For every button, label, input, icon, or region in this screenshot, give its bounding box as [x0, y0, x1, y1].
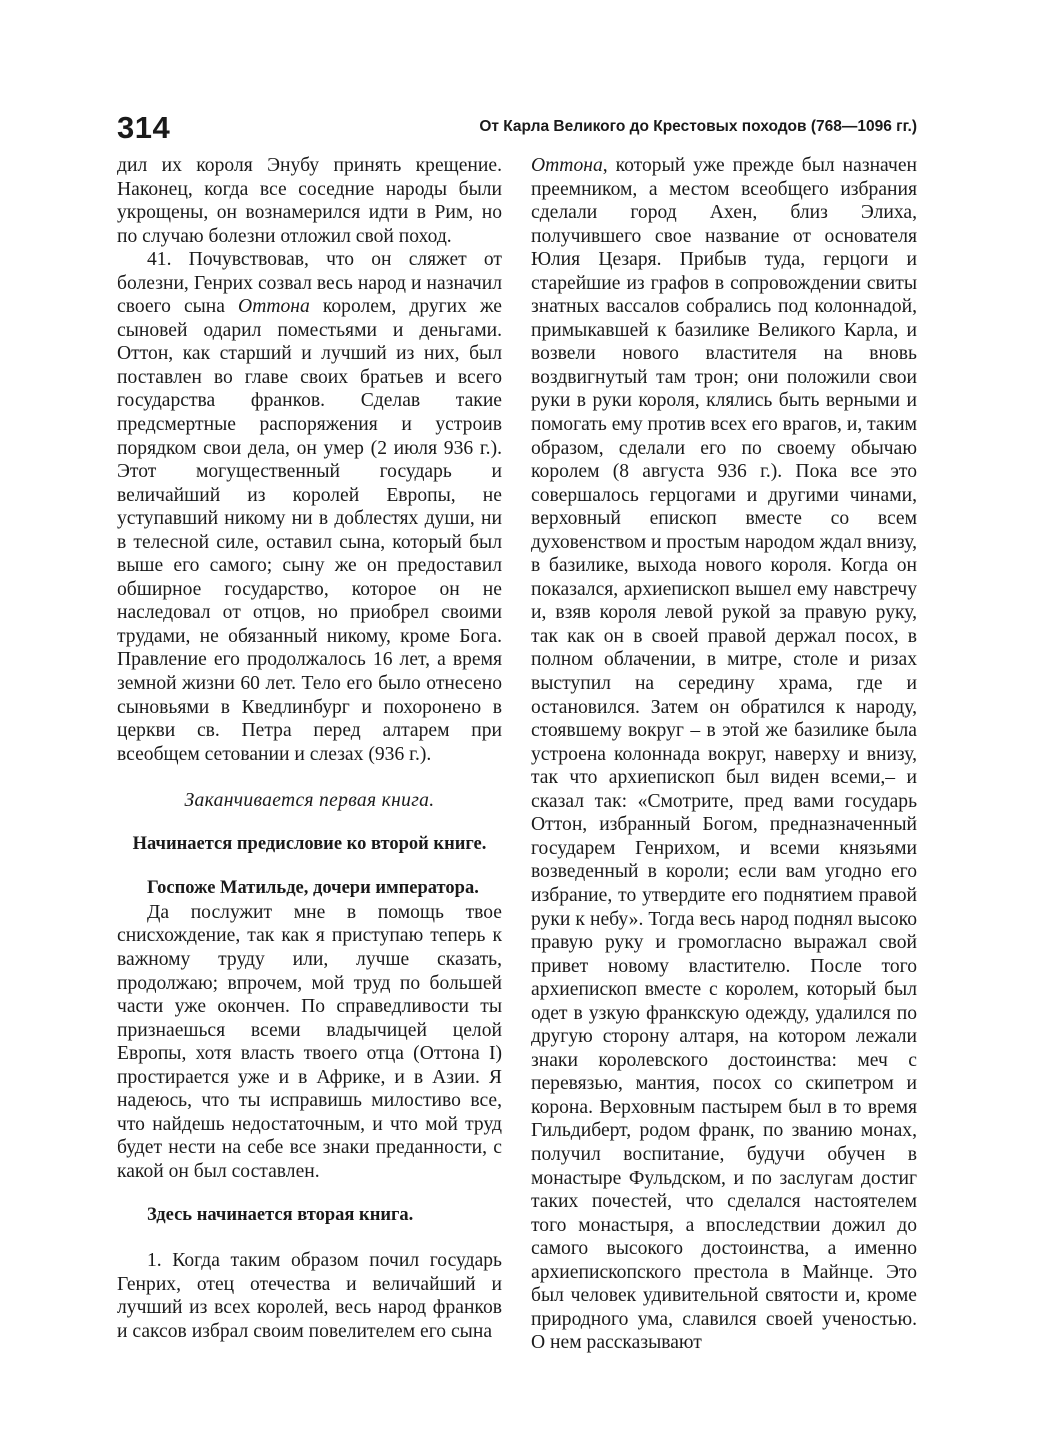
running-title: От Карла Великого до Крестовых походов (768—1096 гг.): [479, 118, 917, 135]
name-otto: Оттона: [238, 296, 310, 318]
dedication-paragraph: Да послужит мне в помощь твое снисхождение, так как я приступаю теперь к важному труду или, лучше сказать, продолжаю; впрочем, мой труд по большей части уже окончен. По справедливости ты признаешься всеми владычицей целой Европы, хотя власть твоего отца (Оттона I) простирается уже и в Африке, и в Азии. Я надеюсь, что ты исправишь милостиво все, что найдешь недостаточным, и что мой труд будет нести на себе все знаки преданности, с какой он был составлен.: [117, 901, 502, 1182]
paragraph-continuation: дил их короля Энубу принять крещение. Наконец, когда все соседние народы были укрощены, он вознамерился идти в Рим, но по случаю болезни отложил свой поход.: [117, 155, 502, 247]
paragraph-continuation-right: [531, 154, 917, 1355]
page-number: 314: [117, 110, 171, 145]
paragraph-1: 1. Когда таким образом почил государь Генрих, отец отечества и величайший и лучший из всех королей, весь народ франков и саксов избрал своим повелителем его сына: [117, 1249, 502, 1342]
paragraph-41: [117, 248, 502, 766]
paragraph-41-start: 41. Почувствовав, что он сляжет от болезни, Генрих созвал весь народ и назначил своего сына: [117, 249, 502, 318]
name-otto-right: Оттона: [531, 155, 603, 176]
book-two-heading: Здесь начинается вторая книга.: [147, 1205, 414, 1226]
right-column: [531, 154, 917, 1355]
preface-heading: Начинается предисловие ко второй книге.: [132, 833, 487, 854]
paragraph-right-text: , который уже прежде был назначен преемником, а местом всеобщего избрания сделали город Ахен, близ Элиха, получившего свое название от основателя Юлия Цезаря. Прибыв туда, герцоги и старейшие из графов в сопровождении свиты знатных вассалов собрались под колоннадой, примыкавшей к базилике Великого Карла, и возвели нового властителя на вновь воздвигнутый там трон; они положили свои руки в руки короля, клялись быть верными и помогать ему против всех его врагов, и, таким образом, сделали его по своему обычаю королем (8 августа 936 г.). Пока все это совершалось герцогами и другими чинами, верховный епископ вместе со всем духовенством и простым народом ждал внизу, в базилике, выхода нового короля. Когда он показался, архиепископ вышел ему навстречу и, взяв короля левой рукой за правую руку, так как он в своей правой держал посох, в полном облачении, в митре, столе и ризах выступил на середину храма, где и остановился. Затем он обратился к народу, стоявшему вокруг – в этой же базилике была устроена колоннада вокруг, наверху и внизу, так что архиепископ был виден всеми,– и сказал так: «Смотрите, пред вами государь Оттон, избранный Богом, предназначенный государем Генрихом, и всеми князьями возведенный в короли; если вам угодно его избрание, то утвердите его поднятием правой руки к небу». Тогда весь народ поднял высоко правую руку и громогласно выражал свой привет новому властителю. После того архиепископ вместе с королем, который был одет в узкую франкскую одежду, удалился по другую сторону алтаря, на котором лежали знаки королевского достоинства: меч с перевязью, мантия, посох со скипетром и корона. Верховным пастырем был в то время Гильдиберт, родом франк, по званию монах, получил воспитание, будучи обучен в монастыре Фульдском, и по заслугам достиг таких почестей, что сделался настоятелем того монастыря, а впоследствии дожил до самого высокого достоинства, а именно архиепископского престола в Майнце. Это был человек удивительной святости и, кроме природного ума, славился своей ученостью. О нем рассказывают: [531, 155, 918, 1354]
dedication-heading: Госпоже Матильде, дочери императора.: [147, 878, 479, 899]
book-one-end: Заканчивается первая книга.: [184, 790, 435, 812]
left-column: [117, 154, 502, 1343]
paragraph-41-rest: королем, других же сыновей одарил поместьями и деньгами. Оттон, как старший и лучший из них, был поставлен во главе своих братьев и всего государства франков. Сделав такие предсмертные распоряжения и устроив порядком свои дела, он умер (2 июля 936 г.). Этот могущественный государь и величайший из королей Европы, не уступавший никому ни в доблестях души, ни в телесной силе, оставил сына, который был выше его самого; сыну же он предоставил обширное государство, которое он не наследовал от отцов, но приобрел своими трудами, не обязанный никому, кроме Бога. Правление его продолжалось 16 лет, а время земной жизни 60 лет. Тело его было отнесено сыновьями в Кведлинбург и похоронено в церкви св. Петра перед алтарем при всеобщем сетовании и слезах (936 г.).: [117, 296, 502, 765]
